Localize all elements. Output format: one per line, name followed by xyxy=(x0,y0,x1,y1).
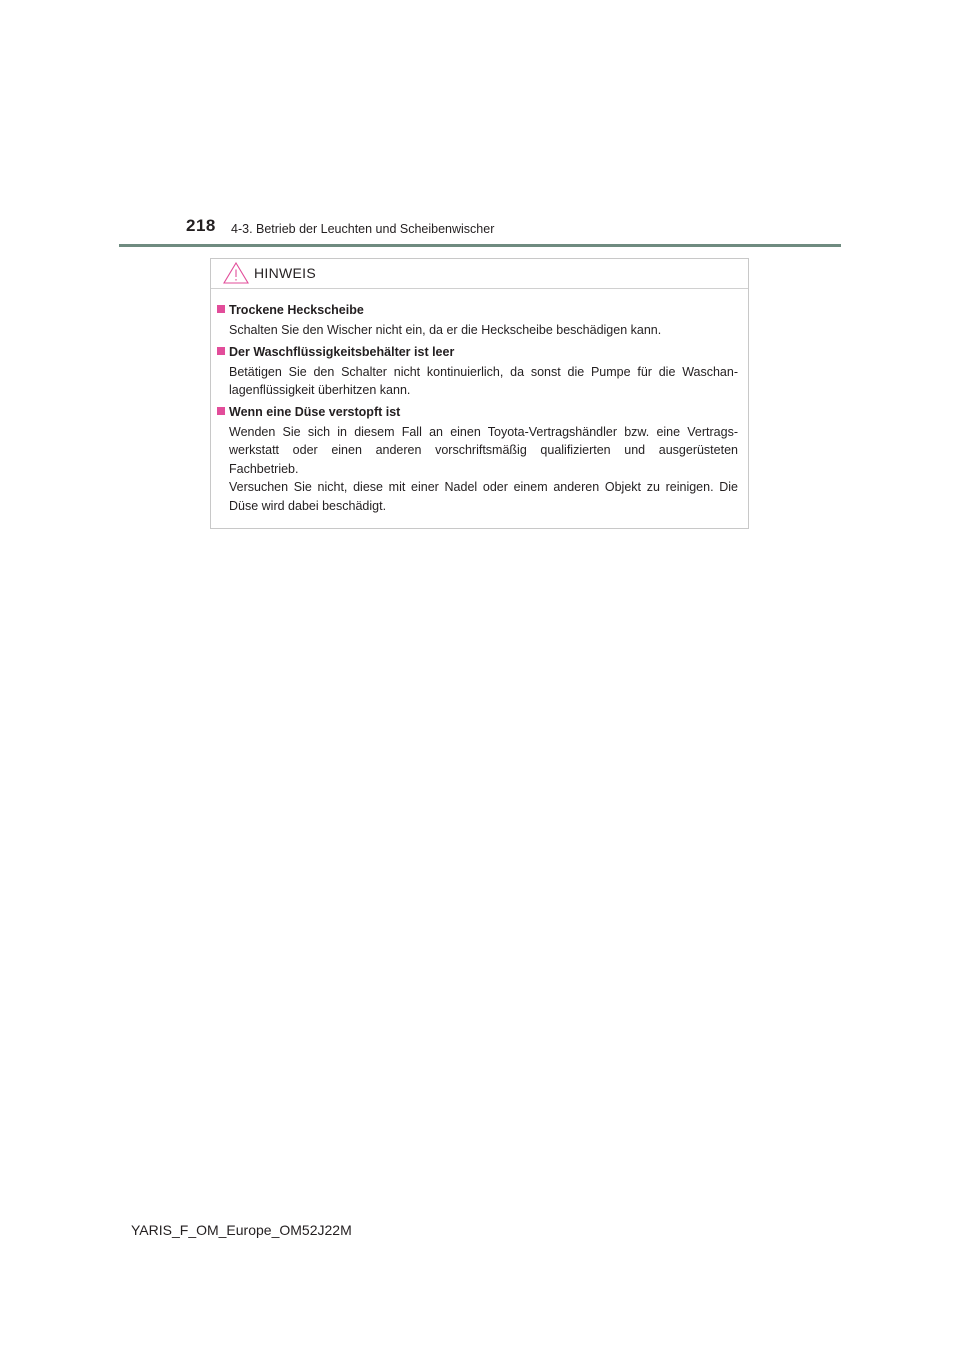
notice-label: HINWEIS xyxy=(254,265,316,281)
item-text xyxy=(229,423,738,516)
item-heading xyxy=(211,343,748,361)
warning-triangle-icon xyxy=(223,262,249,284)
item-paragraph: Versuchen Sie nicht, diese mit einer Nadel oder einem anderen Objekt zu reinigen. Die Düse wird dabei beschädigt. xyxy=(229,480,738,513)
square-bullet-icon xyxy=(217,407,225,415)
item-heading xyxy=(211,403,748,421)
notice-item xyxy=(211,343,748,400)
notice-item xyxy=(211,403,748,516)
item-paragraph: Schalten Sie den Wischer nicht ein, da er die Heckscheibe beschädigen kann. xyxy=(229,323,662,337)
square-bullet-icon xyxy=(217,305,225,313)
section-title: 4-3. Betrieb der Leuchten und Scheibenwischer xyxy=(231,222,495,236)
notice-body xyxy=(211,301,748,518)
item-paragraph: Wenden Sie sich in diesem Fall an einen Toyota-Vertragshändler bzw. eine Vertrags-werkstatt oder einen anderen vorschriftsmäßig qualifizierten und ausgerüsteten Fachbetrieb. xyxy=(229,424,738,476)
item-paragraph: Betätigen Sie den Schalter nicht kontinuierlich, da sonst die Pumpe für die Waschan-lagenflüssigkeit überhitzen kann. xyxy=(229,364,738,397)
item-text xyxy=(229,363,738,400)
square-bullet-icon xyxy=(217,347,225,355)
item-heading-text: Der Waschflüssigkeitsbehälter ist leer xyxy=(229,344,455,359)
notice-item xyxy=(211,301,748,340)
item-heading xyxy=(211,301,748,319)
item-heading-text: Wenn eine Düse verstopft ist xyxy=(229,404,401,419)
item-heading-text: Trockene Heckscheibe xyxy=(229,303,364,317)
header-divider xyxy=(119,244,841,247)
page-number: 218 xyxy=(186,216,216,235)
item-text xyxy=(229,321,738,340)
footer-document-id: YARIS_F_OM_Europe_OM52J22M xyxy=(131,1222,352,1238)
notice-box xyxy=(210,258,749,529)
notice-header xyxy=(211,259,748,289)
